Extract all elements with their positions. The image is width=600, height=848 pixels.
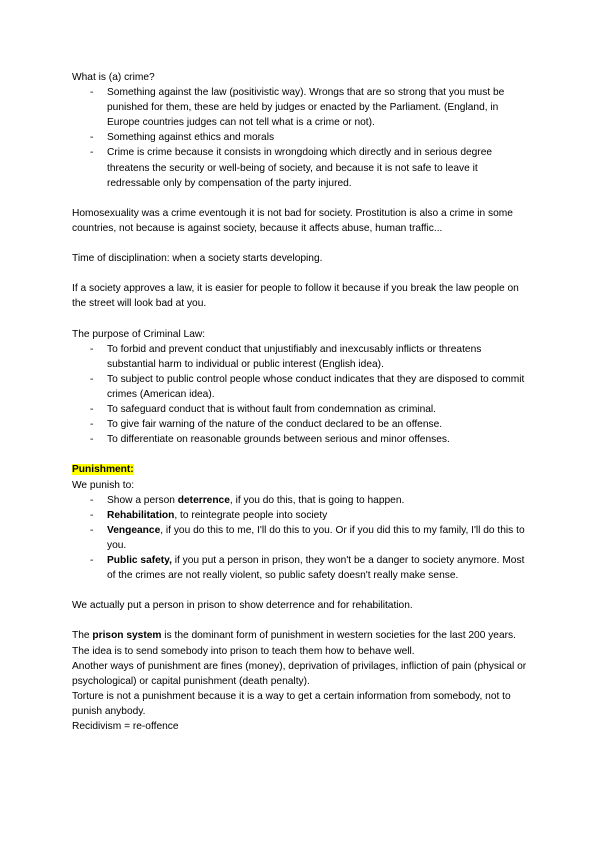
crime-item: - Something against the law (positivistic way). Wrongs that are so strong that you must be punished for them, these are held by judges or enacted by the Parliament. (England, in Europe countries judges can not tell what is a crime or not).: [107, 85, 532, 130]
punishment-intro: We punish to:: [72, 479, 135, 491]
other-punishments-paragraph: Another ways of punishment are fines (money), deprivation of privilages, infliction of pain (physical or psychological) or capital punishment (death penalty).: [72, 660, 527, 687]
purpose-heading: The purpose of Criminal Law:: [72, 328, 206, 340]
punishment-summary: We actually put a person in prison to show deterrence and for rehabilitation.: [72, 600, 413, 612]
punishment-term: Vengeance: [107, 524, 161, 536]
purpose-item: - To forbid and prevent conduct that unjustifiably and inexcusably inflicts or threatens substantial harm to individual or public interest (English idea).: [107, 342, 532, 372]
recidivism-line: Recidivism = re-offence: [72, 721, 179, 733]
purpose-item: - To differentiate on reasonable grounds between serious and minor offenses.: [107, 432, 532, 447]
purpose-list: [72, 342, 532, 448]
law-paragraph: If a society approves a law, it is easier for people to follow it because if you break the law people on the street will look bad at you.: [72, 283, 519, 310]
prison-paragraph: The prison system is the dominant form of punishment in western societies for the last 200 years. The idea is to send somebody into prison to teach them how to behave well.: [72, 630, 516, 657]
prison-term: prison system: [92, 630, 162, 642]
document-page: [72, 70, 532, 734]
punishment-heading: Punishment:: [72, 464, 134, 476]
purpose-item: - To safeguard conduct that is without fault from condemnation as criminal.: [107, 402, 532, 417]
punishment-item: - Show a person deterrence, if you do this, that is going to happen.: [107, 493, 532, 508]
punishment-item: - Vengeance, if you do this to me, I'll do this to you. Or if you did this to my family, I'll do this to you.: [107, 523, 532, 553]
crime-definition-list: [72, 85, 532, 191]
purpose-item: - To give fair warning of the nature of the conduct declared to be an offense.: [107, 417, 532, 432]
punishment-term: Public safety,: [107, 555, 172, 566]
crime-item: - Something against ethics and morals: [107, 130, 532, 145]
torture-paragraph: Torture is not a punishment because it is a way to get a certain information from somebody, not to punish anybody.: [72, 690, 511, 717]
crime-heading: What is (a) crime?: [72, 72, 155, 83]
punishment-item: - Public safety, if you put a person in prison, they won't be a danger to society anymore. Most of the crimes are not really violent, so public safety doesn't really make sense.: [107, 553, 532, 583]
purpose-item: - To subject to public control people whose conduct indicates that they are disposed to commit crimes (American idea).: [107, 372, 532, 402]
homosexuality-paragraph: Homosexuality was a crime eventough it is not bad for society. Prostitution is also a crime in some countries, not because is against society, because it affects abuse, human traffic...: [72, 207, 513, 234]
crime-item: - Crime is crime because it consists in wrongdoing which directly and in serious degree threatens the security or well-being of society, and because it is not safe to leave it redressable only by compensation of the party injured.: [107, 145, 532, 190]
discipline-paragraph: Time of disciplination: when a society starts developing.: [72, 253, 323, 265]
punishment-item: - Rehabilitation, to reintegrate people into society: [107, 508, 532, 523]
punishment-term: deterrence: [177, 494, 230, 506]
punishment-term: Rehabilitation: [107, 509, 175, 521]
punishment-list: [72, 493, 532, 584]
